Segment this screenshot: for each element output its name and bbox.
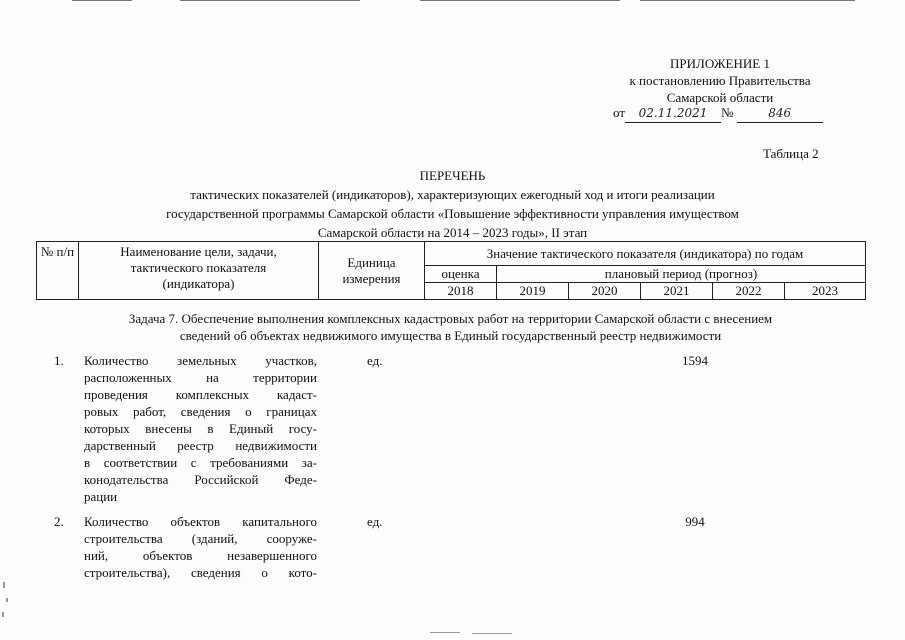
heading-line2: государственной программы Самарской области «Повышение эффективности управления имуществом bbox=[166, 206, 739, 221]
appendix-date-line bbox=[613, 104, 823, 123]
date-handwritten: 02.11.2021 bbox=[625, 105, 721, 123]
year-cell: 2018 bbox=[425, 283, 497, 300]
row-name-line: дарственный реестр недвижимости bbox=[84, 438, 317, 453]
scan-speck bbox=[472, 633, 512, 634]
task-line2: сведений об объектах недвижимого имущества в Единый государственный реестр недвижимости bbox=[179, 328, 722, 343]
row-name bbox=[84, 352, 317, 505]
col-estimate-header: оценка bbox=[425, 266, 497, 283]
table-label: Таблица 2 bbox=[763, 146, 819, 161]
heading-title: ПЕРЕЧЕНЬ bbox=[419, 168, 486, 183]
row-name-line: расположенных на территории bbox=[84, 370, 317, 385]
appendix-title: ПРИЛОЖЕНИЕ 1 bbox=[670, 56, 770, 71]
col-values-header: Значение тактического показателя (индикатора) по годам bbox=[425, 242, 866, 266]
number-label: № bbox=[721, 105, 734, 120]
row-name-line: которых внесены в Единый госу- bbox=[84, 421, 317, 436]
scan-line bbox=[180, 0, 360, 1]
scan-speck bbox=[2, 612, 4, 617]
row-name-line: проведения комплексных кадаст- bbox=[84, 387, 317, 402]
row-name-line: в соответствии с требованиями за- bbox=[84, 455, 317, 470]
year-cell: 2022 bbox=[713, 283, 785, 300]
row-name-line: конодательства Российской Феде- bbox=[84, 472, 317, 487]
row-name-line: ний, объектов незавершенного bbox=[84, 548, 317, 563]
row-unit: ед. bbox=[367, 514, 383, 529]
year-cell: 2020 bbox=[569, 283, 641, 300]
task-title bbox=[36, 310, 865, 344]
row-unit: ед. bbox=[367, 353, 383, 368]
year-cell: 2021 bbox=[641, 283, 713, 300]
appendix-block bbox=[600, 55, 840, 106]
row-value: 1594 bbox=[682, 353, 708, 368]
row-name-line: Количество земельных участков, bbox=[84, 353, 317, 368]
scan-speck bbox=[6, 598, 8, 602]
row-name-line: ровых работ, сведения о границах bbox=[84, 404, 317, 419]
scan-line bbox=[420, 0, 620, 1]
col-num-header: № п/п bbox=[37, 242, 79, 300]
appendix-line3: Самарской области bbox=[666, 90, 774, 105]
row-name-line: рации bbox=[84, 489, 118, 504]
from-label: от bbox=[613, 105, 626, 120]
year-cell: 2023 bbox=[785, 283, 866, 300]
heading-line3: Самарской области на 2014 – 2023 годы», II этап bbox=[317, 225, 588, 240]
year-cell: 2019 bbox=[497, 283, 569, 300]
row-name-line: строительства), сведения о кото- bbox=[84, 565, 317, 580]
col-plan-header: плановый период (прогноз) bbox=[497, 266, 866, 283]
indicator-table-header bbox=[36, 241, 866, 300]
scan-speck bbox=[3, 582, 5, 588]
row-name-line: Количество объектов капитального bbox=[84, 514, 317, 529]
scan-line bbox=[640, 0, 855, 1]
document-heading bbox=[0, 166, 905, 242]
col-unit-header: Единица измерения bbox=[319, 242, 425, 300]
row-number: 2. bbox=[54, 514, 64, 529]
task-line1: Задача 7. Обеспечение выполнения комплексных кадастровых работ на территории Самарской области с внесением bbox=[128, 311, 773, 326]
scan-speck bbox=[430, 632, 460, 633]
row-value: 994 bbox=[685, 514, 705, 529]
row-name-line: строительства (зданий, сооруже- bbox=[84, 531, 317, 546]
col-name-header: Наименование цели, задачи, тактического показателя (индикатора) bbox=[79, 242, 319, 300]
number-handwritten: 846 bbox=[737, 105, 823, 123]
heading-line1: тактических показателей (индикаторов), характеризующих ежегодный ход и итоги реализации bbox=[190, 187, 715, 202]
appendix-line2: к постановлению Правительства bbox=[629, 73, 811, 88]
row-number: 1. bbox=[54, 353, 64, 368]
scan-line bbox=[72, 0, 132, 1]
row-name bbox=[84, 513, 317, 581]
